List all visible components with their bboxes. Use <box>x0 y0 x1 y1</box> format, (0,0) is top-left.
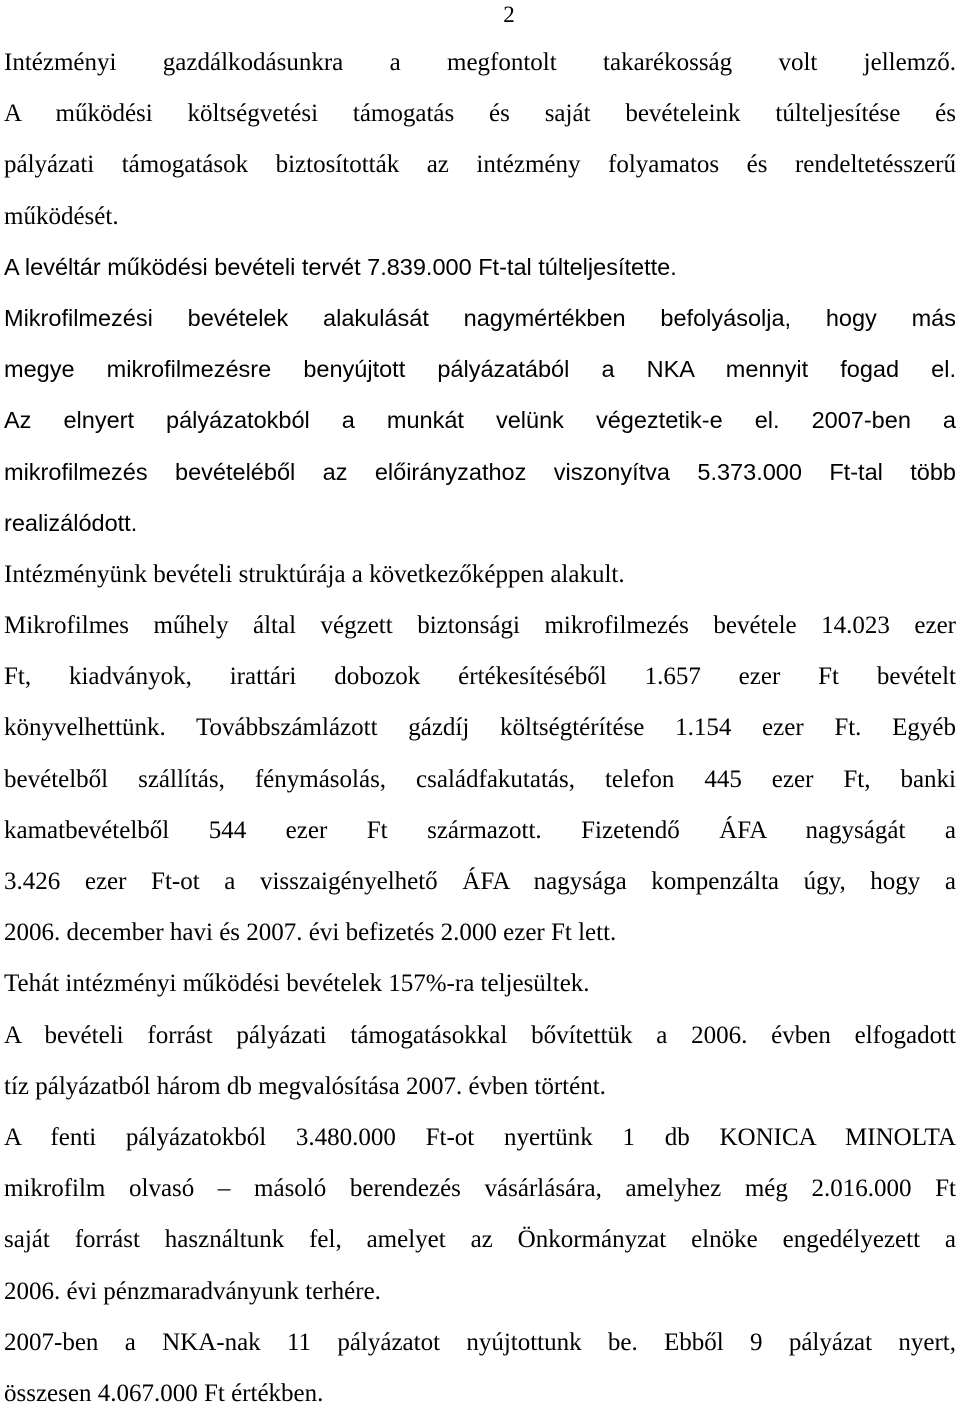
text-segment: 2007-ben a <box>811 407 956 434</box>
paragraph-revenue-plan <box>4 242 956 293</box>
document-body <box>4 37 956 1419</box>
text-line: pályázati támogatások biztosították az intézmény folyamatos és rendeltetésszerű <box>4 151 956 179</box>
text-line: összesen 4.067.000 Ft értékben. <box>4 1379 324 1407</box>
paragraph-grant-sources <box>4 1010 956 1112</box>
text-line: 2006. évi pénzmaradványunk terhére. <box>4 1277 381 1305</box>
text-line: A bevételi forrást pályázati támogatásokkal bővítettük a 2006. évben elfogadott <box>4 1021 956 1049</box>
text-line: bevételből szállítás, fénymásolás, családfakutatás, telefon 445 ezer Ft, banki <box>4 765 956 793</box>
text-line: mikrofilmezés bevételéből az előirányzathoz viszonyítva 5.373.000 Ft-tal több <box>4 458 956 485</box>
text-line: könyvelhettünk. Továbbszámlázott gázdíj költségtérítése 1.154 ezer Ft. Egyéb <box>4 714 956 742</box>
text-line: tíz pályázatból három db megvalósítása 2007. évben történt. <box>4 1072 606 1100</box>
text-line: Tehát intézményi működési bevételek 157%-ra teljesültek. <box>4 970 590 998</box>
text-line: realizálódott. <box>4 509 138 536</box>
text-line: működését. <box>4 202 119 230</box>
text-line: Intézményi gazdálkodásunkra a megfontolt takarékosság volt jellemző. <box>4 49 956 76</box>
text-line: 2006. december havi és 2007. évi befizetés 2.000 ezer Ft lett. <box>4 919 617 947</box>
page-number: 2 <box>503 2 515 27</box>
text-line: A fenti pályázatokból 3.480.000 Ft-ot nyertünk 1 db KONICA MINOLTA <box>4 1123 956 1151</box>
paragraph-revenue-structure <box>4 549 956 600</box>
text-line: Mikrofilmezési bevételek alakulását nagymértékben befolyásolja, hogy más <box>4 304 956 331</box>
text-line: saját forrást használtunk fel, amelyet az Önkormányzat elnöke engedélyezett a <box>4 1226 956 1254</box>
text-line: kamatbevételből 544 ezer Ft származott. Fizetendő ÁFA nagyságát a <box>4 816 956 844</box>
text-line: Intézményünk bevételi struktúrája a következőképpen alakult. <box>4 560 625 588</box>
text-line: A levéltár működési bevételi tervét 7.839.000 Ft-tal túlteljesítette. <box>4 253 677 280</box>
text-line: Ft, kiadványok, irattári dobozok értékesítéséből 1.657 ezer Ft bevételt <box>4 663 956 691</box>
text-line: 2007-ben a NKA-nak 11 pályázatot nyújtottunk be. Ebből 9 pályázat nyert, <box>4 1328 956 1356</box>
text-segment: Az elnyert pályázatokból a munkát velünk végeztetik-e el. <box>4 407 780 434</box>
text-line: megye mikrofilmezésre benyújtott pályázatából a NKA mennyit fogad el. <box>4 356 956 383</box>
text-line: 3.426 ezer Ft-ot a visszaigényelhető ÁFA nagysága kompenzálta úgy, hogy a <box>4 868 956 895</box>
paragraph-nka-applications <box>4 1317 956 1419</box>
text-line: A működési költségvetési támogatás és saját bevételeink túlteljesítése és <box>4 100 956 128</box>
text-line: Mikrofilmes műhely által végzett biztonsági mikrofilmezés bevétele 14.023 ezer <box>4 612 956 640</box>
paragraph-microfilm-revenue <box>4 293 956 549</box>
text-line: mikrofilm olvasó – másoló berendezés vásárlására, amelyhez még 2.016.000 Ft <box>4 1175 956 1203</box>
text-line <box>4 395 956 446</box>
paragraph-equipment-purchase <box>4 1112 956 1317</box>
paragraph-economy <box>4 37 956 242</box>
paragraph-revenue-percentage <box>4 958 956 1009</box>
paragraph-revenue-details <box>4 600 956 958</box>
